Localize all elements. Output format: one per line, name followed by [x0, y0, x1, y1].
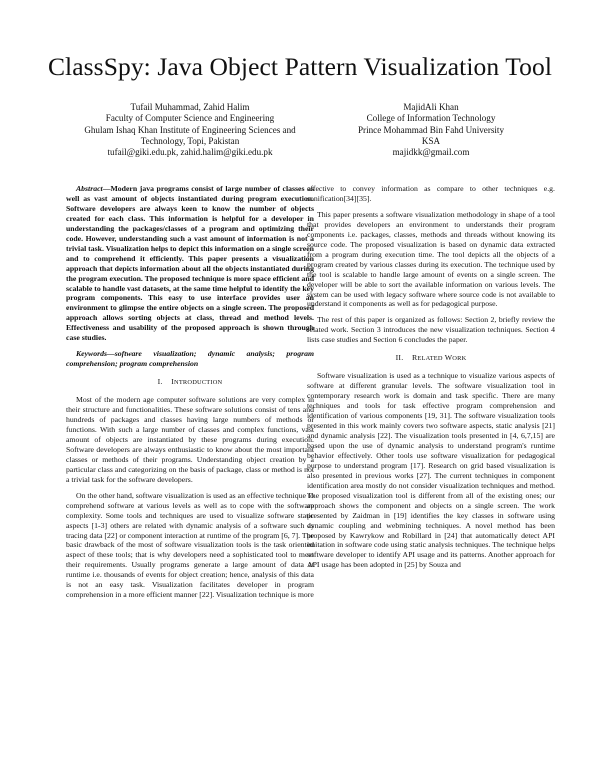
- left-column: [66, 184, 314, 606]
- author-email: tufail@giki.edu.pk, zahid.halim@giki.edu.pk: [107, 147, 273, 158]
- author-block-2: [307, 102, 555, 158]
- author-name: Tufail Muhammad, Zahid Halim: [130, 102, 250, 112]
- abstract: [66, 184, 314, 343]
- author-affiliation: Faculty of Computer Science and Engineering: [105, 113, 275, 124]
- abstract-text: —Modern java programs consist of large number of classes as well as vast amount of objects instantiated during program execution. Software developers are always keen to know the number of objects created for each class. This information is helpful for a developer in understanding the packages/classes of a program and optimizing their code. However, understanding such a vast amount of information is not a trivial task. Visualization helps to depict this information on a single screen and to comprehend it efficiently. This paper presents a visualization approach that depicts information about all the objects instantiated during the program execution. The proposed technique is more space efficient and scalable to handle vast datasets, at the same time helpful to identify the key program components. This easy to use interface provides user an environment to glimpse the entire objects on a single screen. The proposed approach allows sorting objects at class, thread and method levels. Effectiveness and usability of the proposed approach is shown through case studies.: [66, 184, 314, 343]
- author-affiliation: Prince Mohammad Bin Fahd University: [358, 124, 504, 135]
- author-affiliation: College of Information Technology: [366, 113, 496, 124]
- author-affiliation: Technology, Topi, Pakistan: [140, 135, 240, 146]
- paper-title: ClassSpy: Java Object Pattern Visualization Tool: [47, 52, 553, 81]
- paragraph: This paper presents a software visualization methodology in shape of a tool that provides developers an environment to understands their program components i.e. packages, classes, methods and threads without knowing its source code. The proposed visualization is based on dynamic data extracted from a program during execution time. The tool depicts all the objects of a program created by various classes during its execution. The technique used by the tool is scalable to handle large amount of events on a single screen. The developer will be able to sort the available information on various levels. The system can be used with legacy software where source code is not available to understand it components as well as for pedagogical purpose.: [307, 209, 555, 309]
- paragraph: The rest of this paper is organized as follows: Section 2, briefly review the related work. Section 3 introduces the new visualization techniques. Section 4 lists case studies and Section 6 concludes the paper.: [307, 315, 555, 345]
- author-name: MajidAli Khan: [403, 102, 459, 112]
- keywords: [66, 349, 314, 369]
- right-column: [307, 184, 555, 576]
- section-heading-related-work: II. RELATED WORK: [395, 353, 467, 363]
- paragraph: effective to convey information as compare to other techniques e.g. sonification[34][35].: [307, 184, 555, 203]
- paragraph: Software visualization is used as a technique to visualize various aspects of software at different granular levels. The software visualization tool in contemporary research work is domain and task specific. There are many techniques and tools for task effective program comprehension and identification of various components [19, 31]. The software visualization tools presented in this work mainly covers two software aspects, static analysis [21] and dynamic analysis [22]. The visualization tools presented in [4, 6,7,15] are based upon the use of dynamic analysis to understand program's runtime behavior effectively. Other tools use software visualization for pedagogical purpose to understand program [17]. Research on grid based visualization is also presented in previous works [27]. The current techniques in component identification area mostly do not consider visualization techniques and method. The proposed visualization tool is different from all of the existing ones; our approach shows the component and objects on a single screen. The work presented by Zaidman in [19] identifies the key classes in software using dynamic coupling and webmining techniques. A novel method has been proposed by Kawrykow and Robillard in [24] that automatically detect API imitation in software code using static analysis techniques. The technique helps software developer to identify API usage and its patterns. Another approach for API usage has been adopted in [25] by Souza and: [307, 371, 555, 570]
- abstract-label: Abstract: [76, 184, 103, 193]
- section-heading-introduction: I. INTRODUCTION: [157, 377, 223, 387]
- author-affiliation: Ghulam Ishaq Khan Institute of Engineering Sciences and: [84, 124, 296, 135]
- keywords-text: —software visualization; dynamic analysis; program comprehension; program comprehension: [66, 349, 314, 369]
- paragraph: On the other hand, software visualization is used as an effective technique to comprehend software at various levels as well as to cope with the software complexity. Some tools and techniques are used to visualize software static aspects [1-3] others are related with dynamic analysis of a software such as tracing data [22] or component interaction at runtime of the program [6, 7]. The basic drawback of the most of software visualization tools is the task oriented aspect of these tools; that is why developers need a sophisticated tool to meet their requirements. Usually programs generate a large amount of data at runtime i.e. thousands of events for object creation; hence, analysis of this data is not an easy task. Visualization facilitates developer in program comprehension in a more efficient manner [22]. Visualization technique is more: [66, 490, 314, 600]
- paragraph: Most of the modern age computer software solutions are very complex in their structure and functionalities. These software solutions consist of tens and hundreds of packages and classes having large numbers of methods or functions. With such a large number of classes and complex functions, vast amount of objects are instantiated by these programs during execution. Software developers are always enthusiastic to know about the most important classes or methods of their programs. Understanding object creation by a particular class and categorizing on the basis of package, class or method is not a trivial task for the software developers.: [66, 395, 314, 484]
- author-affiliation: KSA: [421, 135, 441, 146]
- author-block-1: [66, 102, 314, 158]
- keywords-label: Keywords: [76, 349, 107, 359]
- author-email: majidkk@gmail.com: [392, 147, 470, 158]
